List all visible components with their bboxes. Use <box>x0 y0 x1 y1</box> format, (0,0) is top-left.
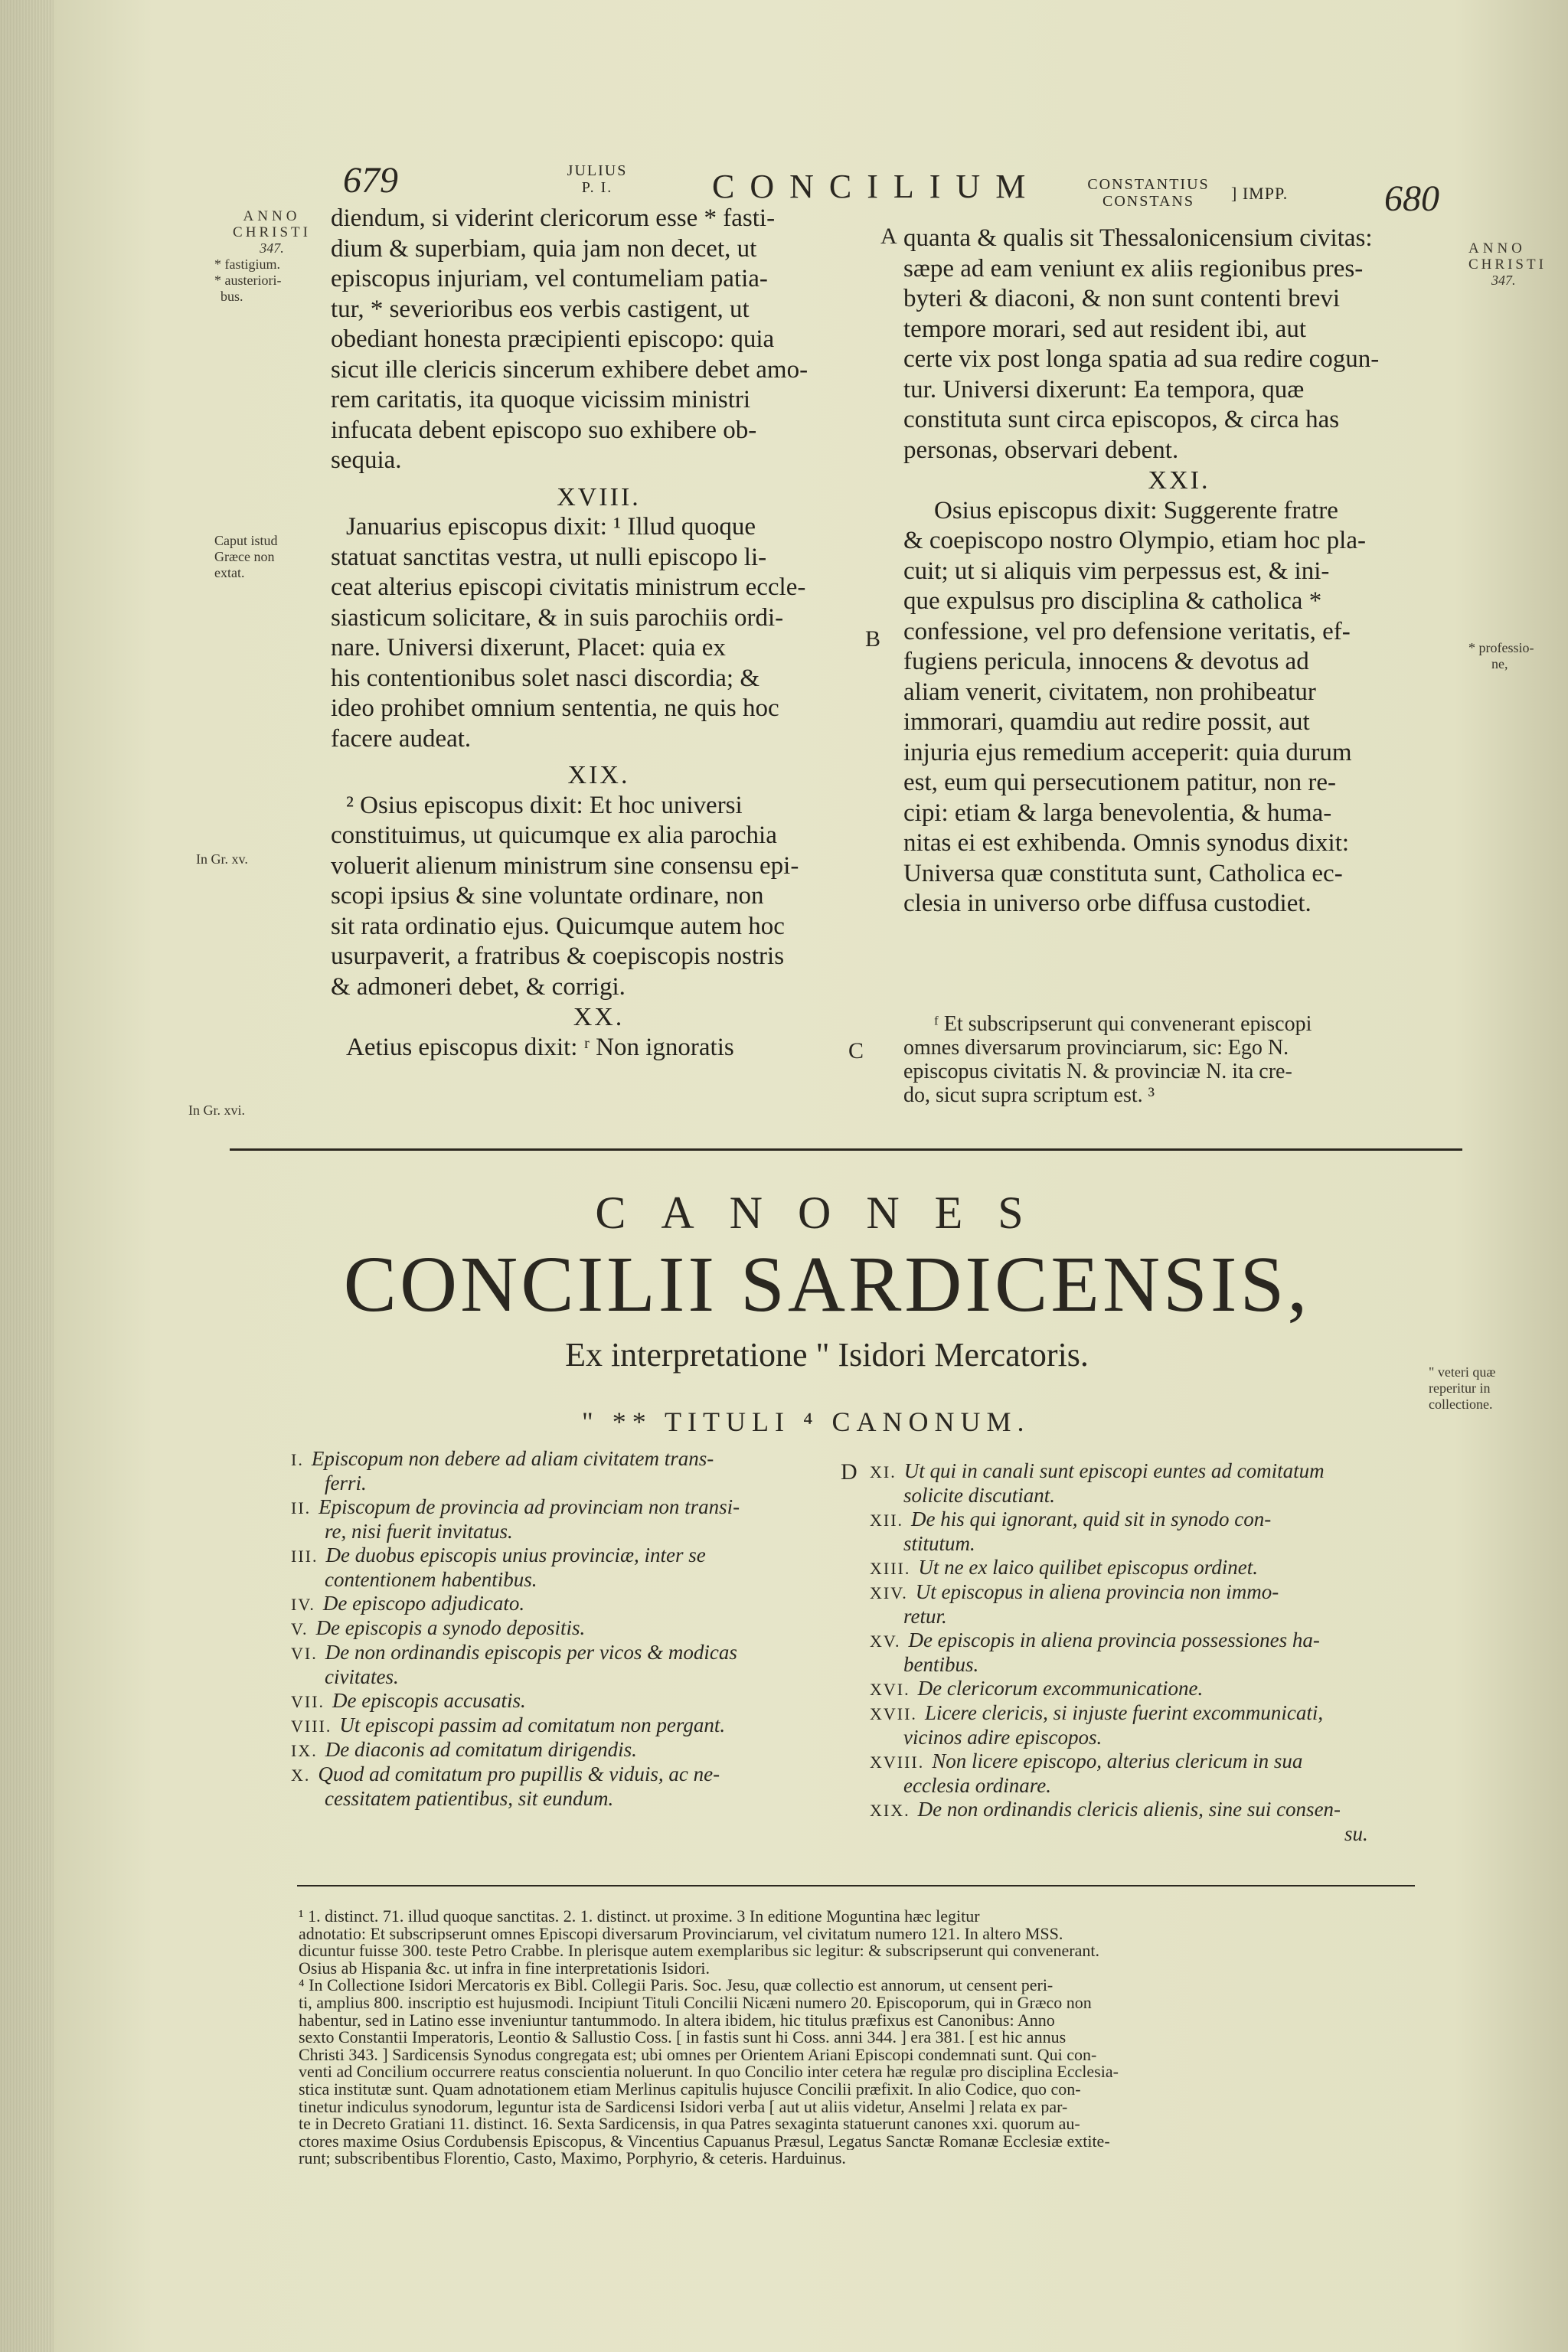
index-item: IX. De diaconis ad comitatum dirigendis. <box>291 1738 637 1761</box>
column-letter-a: A <box>880 224 897 249</box>
canon-heading-xviii: XVIII. <box>557 482 641 511</box>
canon-heading-xxi: XXI. <box>1148 466 1210 495</box>
subtitle: Ex interpretatione " Isidori Mercatoris. <box>565 1336 1089 1374</box>
text-line: dium & superbiam, quia jam non decet, ut <box>331 234 757 263</box>
canon-heading-xix: XIX. <box>567 761 630 789</box>
footnote-line: adnotatio: Et subscripserunt omnes Episcopi diversarum Provinciarum, vel civitatum numero 121. In altero MSS. <box>299 1925 1063 1943</box>
text-line: immorari, quamdiu aut redire possit, aut <box>903 708 1310 736</box>
index-item: XV. De episcopis in aliena provincia possessiones ha- <box>870 1628 1320 1651</box>
left-running-head: JULIUS P. I. <box>567 162 628 196</box>
index-item: III. De duobus episcopis unius provinciæ, inter se <box>291 1544 706 1566</box>
text-line: est, eum qui persecutionem patitur, non re- <box>903 769 1337 796</box>
text-line: clesia in universo orbe diffusa custodiet. <box>903 890 1312 917</box>
text-line: ² Osius episcopus dixit: Et hoc universi <box>346 791 743 819</box>
text-line: fugiens pericula, innocens & devotus ad <box>903 648 1309 675</box>
text-line: voluerit alienum ministrum sine consensu epi- <box>331 851 799 880</box>
text-line: cuit; ut si aliquis vim perpessus est, & ini- <box>903 557 1330 585</box>
canones-heading: CANONES <box>595 1187 1059 1238</box>
text-line: Universa quæ constituta sunt, Catholica ec- <box>903 859 1343 887</box>
left-margin-note-xviii: Caput istud Græce non extat. <box>214 533 278 580</box>
canon-heading-xx: XX. <box>573 1003 625 1031</box>
index-item: XIV. Ut episcopus in aliena provincia non immo- <box>870 1580 1279 1603</box>
text-line: injuria ejus remedium acceperit: quia durum <box>903 738 1352 766</box>
text-line: confessione, vel pro defensione veritatis, ef- <box>903 617 1351 645</box>
text-line: byteri & diaconi, & non sunt contenti brevi <box>903 285 1341 312</box>
column-letter-d: D <box>841 1459 858 1485</box>
left-margin-anno: ANNO CHRISTI 347. * fastigium. * austeriori- bus. <box>214 208 311 304</box>
footnote-line: ¹ 1. distinct. 71. illud quoque sanctitas. 2. 1. distinct. ut proxime. 3 In editione Moguntina hæc legitur <box>299 1908 980 1926</box>
footnote-line: sexto Constantii Imperatoris, Leontio & Sallustio Coss. [ in fastis sunt hi Coss. anni 344. ] era 381. [ est hic annus <box>299 2029 1067 2047</box>
index-item: I. Episcopum non debere ad aliam civitatem trans- <box>291 1447 714 1470</box>
text-line: episcopus injuriam, vel contumeliam patia- <box>331 265 768 292</box>
text-line: certe vix post longa spatia ad sua redire cogun- <box>903 345 1380 373</box>
index-item: XI. Ut qui in canali sunt episcopi euntes ad comitatum <box>870 1459 1325 1482</box>
index-right: XI. Ut qui in canali sunt episcopi euntes ad comitatum solicite discutiant. XII. De his qui ignorant, quid sit in synodo con- stitutum. XIII. Ut ne ex laico quilibet episcopus ordinet. XIV. Ut episcopus in aliena provincia non immo- retur. XV. De episcopis in aliena provincia possessiones ha- bentibus. XVI. De clericorum excommunicatione. XVII. Licere clericis, si injuste fuerint excommunicati, vicinos adire episcopos. XVIII. Non licere episcopo, alterius clericum in sua ecclesia ordinare. XIX. De non ordinandis clericis alienis, sine sui consen- su. <box>870 1459 1452 1846</box>
footnote-line: Osius ab Hispania &c. ut infra in fine interpretationis Isidori. <box>299 1959 710 1978</box>
text-line: personas, observari debent. <box>903 436 1179 464</box>
footnotes <box>299 1908 1409 2167</box>
footnote-line: stica institutæ sunt. Quam adnotationem etiam Merlinus capitulis hujusce Concilii præfixit. In alio Codice, quo con- <box>299 2080 1081 2099</box>
main-title: CONCILII SARDICENSIS, <box>343 1240 1311 1328</box>
text-line: quanta & qualis sit Thessalonicensium civitas: <box>903 224 1373 252</box>
footnote-line: ti, amplius 800. inscriptio est hujusmodi. Incipiunt Tituli Concilii Nicæni numero 20. Episcoporum, qui in Græco non <box>299 1994 1092 2012</box>
impp-label: ] IMPP. <box>1231 184 1289 203</box>
text-line: ceat alterius episcopi civitatis ministrum eccle- <box>331 573 806 601</box>
text-line: sit rata ordinatio ejus. Quicumque autem hoc <box>331 912 785 940</box>
text-line: usurpaverit, a fratribus & coepiscopis nostris <box>331 942 785 970</box>
right-text-column <box>903 224 1455 920</box>
text-line: constituta sunt circa episcopos, & circa has <box>903 406 1340 433</box>
right-margin-note-isidori: " veteri quæ reperitur in collectione. <box>1429 1364 1496 1412</box>
text-line: que expulsus pro disciplina & catholica * <box>903 587 1322 615</box>
index-item: XIII. Ut ne ex laico quilibet episcopus ordinet. <box>870 1556 1259 1579</box>
text-line: cipi: etiam & larga benevolentia, & huma- <box>903 799 1332 827</box>
text-line: Januarius episcopus dixit: ¹ Illud quoque <box>346 513 756 541</box>
right-running-head: CONSTANTIUS CONSTANS <box>1087 176 1210 210</box>
index-item: II. Episcopum de provincia ad provinciam non transi- <box>291 1495 740 1518</box>
text-line: constituimus, ut quicumque ex alia parochia <box>331 822 777 849</box>
text-line: nare. Universi dixerunt, Placet: quia ex <box>331 634 726 662</box>
text-line: statuat sanctitas vestra, ut nulli episcopo li- <box>331 543 767 571</box>
index-item: VII. De episcopis accusatis. <box>291 1689 526 1712</box>
text-line: Aetius episcopus dixit: ʳ Non ignoratis <box>346 1033 734 1061</box>
index-item: XVIII. Non licere episcopo, alterius clericum in sua <box>870 1749 1303 1772</box>
text-line: rem caritatis, ita quoque vicissim ministri <box>331 386 751 413</box>
section-rule <box>230 1148 1462 1151</box>
left-margin-note-xix: In Gr. xv. <box>196 851 248 867</box>
footnote-line: ctores maxime Osius Cordubensis Episcopus, & Vincentius Capuanus Præsul, Legatus Sanctæ Romanæ Ecclesiæ extite- <box>299 2132 1110 2151</box>
left-text-column <box>331 204 867 1063</box>
text-line: sequia. <box>331 446 402 474</box>
index-item: VI. De non ordinandis episcopis per vicos & modicas <box>291 1641 737 1664</box>
index-item: X. Quod ad comitatum pro pupillis & viduis, ac ne- <box>291 1762 720 1785</box>
index-item: XVII. Licere clericis, si injuste fuerint excommunicati, <box>870 1701 1324 1724</box>
footnote-line: te in Decreto Gratiani 11. distinct. 16. Sexta Sardicensis, in qua Patres sexaginta statuerunt canones xxi. quorum au- <box>299 2115 1080 2133</box>
text-line: diendum, si viderint clericorum esse * fasti- <box>331 204 776 232</box>
footnote-line: venti ad Concilium occurrere reatus conscientia noluerunt. In quo Concilio inter cetera hæ regulæ pro disciplina Ecclesia- <box>299 2063 1119 2081</box>
right-page-number: 680 <box>1384 178 1439 219</box>
index-left: I. Episcopum non debere ad aliam civitatem trans- ferri. II. Episcopum de provincia ad provinciam non transi- re, nisi fuerit invitatus. III. De duobus episcopis unius provinciæ, inter se contentionem habentibus. IV. De episcopo adjudicato. V. De episcopis a synodo depositis. VI. De non ordinandis episcopis per vicos & modicas civitates. VII. De episcopis accusatis. VIII. Ut episcopi passim ad comitatum non pergant. IX. De diaconis ad comitatum dirigendis. X. Quod ad comitatum pro pupillis & viduis, ac ne- cessitatem patientibus, sit eundum. <box>291 1447 842 1811</box>
subscription-block: ᶠ Et subscripserunt qui convenerant episcopi omnes diversarum provinciarum, sic: Ego N. episcopus civitatis N. & provinciæ N. ita cre- do, sicut supra scriptum est. ³ <box>903 1012 1312 1107</box>
index-item: XIX. De non ordinandis clericis alienis, sine sui consen- <box>870 1798 1341 1821</box>
column-letter-c: C <box>848 1038 864 1063</box>
footnote-line: runt; subscribentibus Florentio, Casto, Maximo, Porphyrio, & ceteris. Harduinus. <box>299 2150 846 2167</box>
text-line: tur, * severioribus eos verbis castigent, ut <box>331 295 750 323</box>
text-line: nitas ei est exhibenda. Omnis synodus dixit: <box>903 829 1350 857</box>
page-edges <box>0 0 54 2352</box>
column-letter-b: B <box>865 626 881 652</box>
right-margin-anno: ANNO CHRISTI 347. <box>1468 240 1547 288</box>
text-line: siasticum solicitare, & in suis parochiis ordi- <box>331 603 784 632</box>
index-item: XVI. De clericorum excommunicatione. <box>870 1677 1204 1700</box>
footnote-line: dicuntur fuisse 300. teste Petro Crabbe. In plerisque autem exemplaribus sic legitur: & subscripserunt qui convenerant. <box>299 1942 1099 1960</box>
text-line: scopi ipsius & sine voluntate ordinare, non <box>331 882 764 910</box>
text-line: facere audeat. <box>331 724 472 753</box>
running-title: CONCILIUM <box>712 168 1041 205</box>
footnote-line: ⁴ In Collectione Isidori Mercatoris ex Bibl. Collegii Paris. Soc. Jesu, quæ collectio est annorum, ut censent peri- <box>299 1977 1054 1994</box>
text-line: & admoneri debet, & corrigi. <box>331 972 626 1001</box>
left-margin-note-xx: In Gr. xvi. <box>188 1102 245 1118</box>
text-line: Osius episcopus dixit: Suggerente fratre <box>934 496 1338 524</box>
index-item: IV. De episcopo adjudicato. <box>291 1592 525 1615</box>
text-line: & coepiscopo nostro Olympio, etiam hoc pla- <box>903 527 1366 554</box>
footnote-line: tinetur indiculus synodorum, leguntur ista de Sardicensi Isidori verba [ aut ut aliis videtur, Anselmi ] relata ex par- <box>299 2098 1068 2116</box>
right-margin-note-xxi: * professio- ne, <box>1468 640 1534 671</box>
text-line: ideo prohibet omnium sententia, ne quis hoc <box>331 694 779 722</box>
text-line: tempore morari, sed aut resident ibi, aut <box>903 315 1307 343</box>
footnote-rule <box>297 1885 1415 1886</box>
text-line: infucata debent episcopo suo exhibere ob- <box>331 416 757 444</box>
text-line: aliam venerit, civitatem, non prohibeatur <box>903 678 1316 706</box>
text-line: obediant honesta præcipienti episcopo: quia <box>331 325 775 353</box>
footnote-line: habentur, sed in Latino esse inveniuntur tantummodo. In altera ibidem, hic titulus præfixus est Canonibus: Anno <box>299 2011 1055 2030</box>
footnote-line: Christi 343. ] Sardicensis Synodus congregata est; ubi omnes per Orientem Ariani Episcopi condemnati sunt. Qui con- <box>299 2046 1097 2064</box>
index-item: V. De episcopis a synodo depositis. <box>291 1616 586 1639</box>
text-line: his contentionibus solet nasci discordia; & <box>331 664 760 692</box>
index-item: XII. De his qui ignorant, quid sit in synodo con- <box>870 1508 1272 1530</box>
text-line: tur. Universi dixerunt: Ea tempora, quæ <box>903 375 1305 403</box>
left-page-number: 679 <box>343 160 398 201</box>
text-line: sæpe ad eam veniunt ex aliis regionibus pres- <box>903 254 1364 283</box>
text-line: sicut ille clericis sincerum exhibere debet amo- <box>331 355 808 384</box>
index-item: VIII. Ut episcopi passim ad comitatum non pergant. <box>291 1713 726 1736</box>
tituli-heading: " ** TITULI ⁴ CANONUM. <box>582 1406 1031 1437</box>
